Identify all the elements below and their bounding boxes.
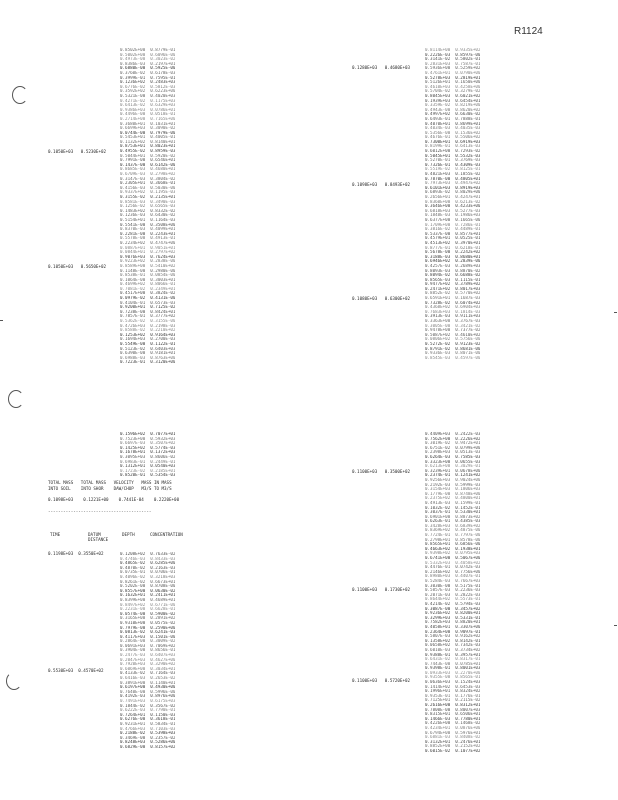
data-row: 0.2188E-02 0.5398E+03	[120, 731, 176, 736]
data-row: 0.2864E-00 0.3009E-02	[120, 639, 176, 644]
data-row: 0.3592E+02 0.6223E+00	[120, 89, 176, 94]
data-row: 0.6946E+02 0.2839E-00	[425, 259, 481, 264]
data-row: 0.6276E-00 0.3618E-01	[120, 717, 176, 722]
data-row: 0.8980E+03 0.4407E-01	[425, 574, 481, 579]
data-block-left-lower	[120, 552, 175, 750]
data-row: 0.8557E+00 0.0630E-02	[120, 588, 176, 593]
data-row: 0.1678E+01 0.1372E+03	[120, 450, 176, 455]
data-row: 0.9355E-00 0.8565E-01	[425, 675, 481, 680]
data-block-right-upper	[425, 48, 480, 360]
data-row: 0.1148E-00 0.2980E-00	[120, 268, 176, 273]
data-row: 0.4663E+02 0.1938E+01	[425, 546, 481, 551]
punch-hole-icon	[8, 390, 24, 408]
data-row: 0.5278E+03 0.2819E+01	[425, 75, 481, 80]
data-row: 0.6751E-02 0.0799E+00	[425, 445, 481, 450]
data-row: 0.8261E-02 0.6673E+01	[120, 579, 176, 584]
data-row: 0.7238E-00 0.8424E+01	[120, 309, 176, 314]
data-row: 0.3891E+00 0.1140E+01	[120, 680, 176, 685]
data-row: 0.4865E-02 0.6285E+00	[120, 561, 176, 566]
data-row: 0.5272E-02 0.9123E-02	[425, 342, 481, 346]
data-row: 0.2714E+00 0.7165E+00	[120, 116, 176, 121]
data-row: 0.8588E-02 0.2210E+02	[120, 328, 176, 333]
data-block-right-lower	[425, 432, 480, 754]
data-row: 0.7683E+03 0.1814E-03	[425, 309, 481, 314]
data-row: 0.4943E-00 0.8620E+02	[425, 107, 481, 112]
data-row: 0.3095E+03 0.8606E-02	[120, 454, 176, 459]
data-row: 0.6264E-03 0.7585E-03	[425, 454, 481, 459]
data-row: 0.0887E+01 0.9051E+01	[120, 245, 176, 250]
time-marker-2: 0.1050E+03 0.5650E+02	[48, 264, 107, 269]
data-row: 0.9231E+01 0.5834E-01	[120, 721, 176, 726]
document-id: R1124	[514, 26, 543, 37]
data-row: 0.1466E-03 0.7780E+01	[425, 716, 481, 721]
data-row: 0.5123E-02 0.6403E+03	[120, 346, 176, 351]
data-row: 0.3646E+00 0.4233E+00	[425, 204, 481, 209]
data-row: 0.4761E+01 0.0790E+00	[425, 70, 481, 75]
data-row: 0.8565E+01 0.6856E-00	[425, 542, 481, 547]
column-header-time: TIME	[50, 532, 61, 537]
data-row: 0.8497E+02 0.6771E-00	[120, 602, 176, 607]
data-row: 0.2071E-03 0.2822E-03	[425, 592, 481, 597]
data-row: 0.1253E+02 0.9164E+03	[120, 332, 176, 337]
data-row: 0.6697E-03 0.3507E+02	[120, 441, 176, 446]
data-row: 0.3363E+00 0.3767E-03	[425, 319, 481, 324]
data-row: 0.6818E+03 0.5277E-03	[425, 208, 481, 213]
data-row: 0.3239E+01 0.0678E+00	[425, 468, 481, 473]
data-row: 0.8791E-02 0.8681E-00	[425, 346, 481, 351]
data-row: 0.4517E+00 0.3824E-02	[120, 291, 176, 296]
data-row: 0.4058E+01 0.3307E+00	[425, 624, 481, 629]
data-row: 0.2146E+02 0.7756E+00	[425, 569, 481, 574]
data-row: 0.3999E-01 0.7595E-01	[120, 75, 176, 80]
data-row: 0.2798E+01 0.8578E-00	[425, 537, 481, 542]
data-row: 0.1596E+02 0.7077E+01	[120, 432, 176, 436]
data-row: 0.0735E-01 0.0706E-01	[120, 570, 176, 575]
data-row: 0.3760E-02 0.6178E-03	[120, 70, 176, 75]
data-row: 0.6413E-02 0.6329E+03	[120, 103, 176, 108]
data-row: 0.4913E-03 0.1599E-01	[425, 500, 481, 505]
data-row: 0.6893E-02 0.8029E+00	[425, 190, 481, 195]
data-row: 0.7800E-00 0.8007E+03	[425, 707, 481, 712]
data-row: 0.4234E+01 0.0876E+00	[425, 726, 481, 730]
data-row: 0.1425E+02 0.5774E-03	[120, 445, 176, 450]
data-row: 0.6069E+00 0.3034E+01	[120, 666, 176, 671]
data-row: 0.2477E-03 0.6407E+03	[120, 653, 176, 658]
data-row: 0.7979E-00 0.2590E+00	[120, 625, 176, 630]
data-row: 0.2656E+01 0.4247E+01	[425, 195, 481, 199]
data-row: 0.4821E+03 0.1855E-02	[425, 172, 481, 177]
data-row: 0.7870E-00 0.4805E+01	[425, 176, 481, 181]
data-row: 0.8114E+00 0.9335E+02	[425, 48, 481, 52]
data-row: 0.2281E-00 0.2243E+01	[120, 231, 176, 236]
data-row: 0.6377E+00 0.1665E-00	[425, 217, 481, 222]
data-row: 0.9478E+00 0.7377E-02	[425, 328, 481, 333]
data-row: 0.4070E+01 0.8699E+01	[425, 121, 481, 126]
data-row: 0.3359E-02 0.8219E+00	[425, 103, 481, 108]
data-row: 0.4997E+02 0.6630E-02	[425, 112, 481, 117]
data-row: 0.1414E+02 0.6453E-03	[425, 684, 481, 689]
time-marker-1: 0.1050E+03 0.5230E+02	[48, 149, 107, 154]
data-row: 0.8685E-03 0.4680E+01	[120, 167, 176, 172]
data-row: 0.4579E+01 0.0525E-01	[425, 236, 481, 241]
data-row: 0.0636E+03 0.1524E+03	[425, 680, 481, 685]
data-row: 0.8581E-03 0.3490E-03	[120, 199, 176, 204]
punch-hole-icon	[6, 672, 22, 690]
time-marker-5: 0.1080E+03 0.6300E+02	[352, 296, 411, 301]
data-row: 0.6829E-00 0.8157E+02	[120, 744, 176, 749]
data-row: 0.6416E-03 0.2653E-02	[120, 676, 176, 681]
data-row: 0.1236E-03 0.6430E-02	[120, 213, 176, 218]
data-row: 0.1358E+02 0.8142E-01	[425, 638, 481, 643]
data-row: 0.7640E-00 0.5996E-00	[120, 689, 176, 694]
data-row: 0.4766E+03 0.7103E-03	[120, 726, 176, 731]
data-row: 0.0691E+03 0.7069E+02	[120, 643, 176, 648]
data-row: 0.0979E-02 0.4131E-00	[120, 296, 176, 301]
data-row: 0.4513E+02 0.3970E+01	[425, 240, 481, 245]
data-row: 0.3005E-00 0.3421E-02	[425, 323, 481, 328]
data-row: 0.7328E-02 0.6074E+02	[425, 300, 481, 305]
scan-mark	[614, 625, 617, 626]
data-row: 0.4476E-01 0.0742E-03	[425, 565, 481, 570]
data-row: 0.8852E-02 0.5770E+02	[425, 291, 481, 296]
data-row: 0.6222E-03 0.7790E-01	[120, 708, 176, 713]
data-row: 0.8093E-03 0.8870E-02	[425, 268, 481, 273]
data-row: 0.1483E+02 0.8332E-02	[120, 208, 176, 213]
data-row: 0.5356E-00 0.1536E+02	[425, 130, 481, 135]
data-row: 0.6591E+01 0.1687E-03	[425, 296, 481, 301]
data-row: 0.3165E+00 0.2891E+02	[120, 616, 176, 621]
data-row: 0.0813E-02 0.6241E-03	[120, 630, 176, 635]
data-row: 0.1939E+03 0.6454E+01	[425, 98, 481, 103]
data-row: 0.6213E+00 0.3029E-01	[425, 464, 481, 469]
data-row: 0.6776E-02 0.5812E-03	[120, 84, 176, 89]
data-row: 0.7991E-00 0.6546E+01	[120, 158, 176, 163]
data-row: 0.1632E+01 0.2411E+01	[120, 593, 176, 598]
scan-mark	[0, 320, 3, 321]
data-row: 0.5578E-00 0.4913E-01	[120, 236, 176, 241]
data-block-left-upper	[120, 48, 175, 365]
time-marker-8: 0.1100E+03 0.3500E+02	[352, 469, 411, 474]
data-row: 0.6901E+00 0.8873E+02	[425, 514, 481, 519]
time-marker-7: 0.5530E+03 0.4570E+02	[48, 668, 104, 673]
data-row: 0.4226E+00 0.1468E-02	[425, 721, 481, 726]
data-row: 0.3030E-00 0.5175E-01	[425, 583, 481, 588]
data-row: 0.6197E+00 0.4930E+00	[120, 685, 176, 690]
data-row: 0.7857E-01 0.3777E+02	[120, 314, 176, 319]
data-row: 0.4104E-01 0.6573E-03	[120, 300, 176, 305]
data-row: 0.8538E-01 0.0854E-00	[120, 273, 176, 278]
data-row: 0.5045E+01 0.5532E-03	[425, 153, 481, 158]
data-row: 0.3037E-01 0.5330E+01	[425, 510, 481, 515]
data-row: 0.5857E-03 0.2236E-03	[425, 588, 481, 593]
data-row: 0.7223E-01 0.3120E+00	[120, 360, 176, 365]
data-row: 0.8399E+00 0.4689E+01	[120, 597, 176, 602]
data-row: 0.6983E-01 0.2449E-01	[120, 459, 176, 464]
data-row: 0.4699E+02 0.8066E-01	[120, 282, 176, 287]
data-row: 0.3904E-00 0.8656E-01	[120, 648, 176, 653]
data-row: 0.7523E+00 0.5932E+03	[120, 436, 176, 441]
data-row: 0.2305E+01 0.3668E-01	[120, 181, 176, 186]
data-row: 0.3913E-03 0.9111E+03	[425, 314, 481, 319]
data-row: 0.7264E+01 0.1150E-03	[120, 712, 176, 717]
data-row: 0.0658E+02 0.7342E-03	[425, 643, 481, 648]
data-row: 0.9200E+01 0.7125E-02	[120, 305, 176, 310]
data-row: 0.3469E-00 0.2357E-02	[120, 735, 176, 740]
data-row: 0.9223E+02 0.2838E-00	[120, 259, 176, 264]
data-row: 0.3132E+01 0.2476E+01	[425, 739, 481, 744]
data-row: 0.5321E-00 0.4020E+03	[120, 93, 176, 98]
data-row: 0.6709E-03 0.2798E+02	[120, 172, 176, 177]
data-row: 0.5284E-03 0.7667E+03	[425, 579, 481, 583]
data-row: 0.1032E-02 0.1452E-01	[425, 505, 481, 510]
time-marker-4: 0.1098E+03 0.8493E+02	[352, 182, 411, 187]
data-row: 0.6015E-02 0.1077E+02	[425, 748, 481, 753]
data-row: 0.8753E+01 0.8023E+01	[120, 144, 176, 149]
data-row: 0.0844E+01 0.2797E+02	[120, 250, 176, 255]
data-row: 0.4496E-00 0.0518E-01	[120, 112, 176, 117]
data-row: 0.1779E-00 0.8748E+00	[425, 491, 481, 496]
data-row: 0.2471E+02 0.8017E+03	[425, 286, 481, 291]
time-marker-9: 0.1100E+03 0.1730E+02	[352, 587, 411, 592]
data-row: 0.2047E+03 0.4627E+00	[120, 657, 176, 662]
data-row: 0.5549E-00 0.1122E-01	[120, 342, 176, 346]
data-block-left-lower-top	[120, 432, 175, 478]
data-row: 0.2375E+02 0.4800E+01	[425, 496, 481, 501]
data-row: 0.8644E+02 0.5573E-01	[425, 597, 481, 602]
data-row: 0.8777E-01 0.6218E-01	[425, 245, 481, 250]
data-row: 0.9236E+02 0.8200E+01	[425, 611, 481, 616]
data-row: 0.7562E+00 0.2226E+02	[425, 436, 481, 441]
data-row: 0.7920E+03 0.3290E+02	[120, 662, 176, 667]
data-row: 0.6263E-01 0.4385E-03	[425, 519, 481, 524]
data-row: 0.9398E+02 0.0795E+03	[425, 551, 481, 556]
data-row: 0.6390E-00 0.9181E+01	[120, 351, 176, 356]
data-row: 0.7300E+01 0.6919E+03	[425, 139, 481, 144]
data-row: 0.4133E-02 0.7164E-03	[120, 671, 176, 676]
data-row: 0.7443E-00 0.0785E+01	[425, 661, 481, 666]
data-row: 0.5002E+00 0.6096E-00	[120, 52, 176, 57]
data-row: 0.7125E+01 0.2115E-02	[425, 698, 481, 703]
data-row: 0.4214E-02 0.5794E-03	[425, 601, 481, 606]
data-row: 0.1723E-02 0.2185E+01	[120, 468, 176, 473]
data-row: 0.1312E+01 0.0540E+03	[120, 464, 176, 469]
punch-hole-icon	[12, 86, 28, 104]
column-header-concentration: CONCENTRATION	[150, 532, 183, 537]
data-row: 0.5337E-00 0.8577E+01	[425, 231, 481, 236]
data-row: 0.4610E+03 0.4258E+00	[425, 84, 481, 89]
data-row: 0.4973E-00 0.3023E-02	[120, 57, 176, 62]
data-row: 0.5044E+01 0.5920E-02	[120, 153, 176, 158]
data-row: 0.6988E-03 0.8763E+00	[120, 355, 176, 360]
data-row: 0.3141E-02 0.5802E-01	[425, 57, 481, 62]
data-row: 0.6493E-01 0.7888E-01	[425, 116, 481, 121]
data-row: 0.3087E-00 0.3457E+02	[425, 606, 481, 611]
time-marker-3: 0.1280E+03 0.4680E+03	[352, 65, 411, 70]
data-row: 0.7582E+03 0.8820E+01	[425, 620, 481, 625]
data-row: 0.9076E+03 0.7624E+03	[120, 254, 176, 259]
data-row: 0.1694E+03 0.2700E-03	[120, 337, 176, 342]
column-header-datum-sub: DISTANCE	[88, 537, 109, 542]
data-row: 0.9337E+02 0.1195E-03	[120, 190, 176, 195]
data-row: 0.7491E+03 0.6175E+03	[120, 699, 176, 703]
data-row: 0.7081E-02 0.2349E+01	[120, 286, 176, 291]
data-row: 0.8199E-01 0.6413E-03	[425, 144, 481, 149]
data-row: 0.0806E+02 0.5756E-00	[425, 337, 481, 342]
data-row: 0.5519E-02 0.8125E-01	[425, 167, 481, 172]
data-row: 0.9477E+02 0.3789E+02	[425, 282, 481, 287]
data-row: 0.3323E+00 0.0655E-03	[425, 459, 481, 464]
summary-header: TOTAL MASS TOTAL MASS VELOCITY MASS IN MASS	[48, 480, 172, 485]
data-row: 0.4156E-03 0.5030E-00	[120, 185, 176, 190]
data-row: 0.6010E-03 0.3734E+02	[425, 647, 481, 652]
data-row: 0.1132E+02 0.8140E+01	[120, 139, 176, 144]
data-row: 0.3428E+03 0.6839E+02	[425, 523, 481, 528]
data-row: 0.4870E-02 0.2163E-03	[120, 565, 176, 570]
data-row: 0.4955E-02 0.8959E-03	[120, 149, 176, 154]
data-row: 0.6881E-03 0.8408E-02	[425, 735, 481, 740]
data-row: 0.4117E+03 0.1501E-00	[120, 634, 176, 639]
data-row: 0.8502E+00 0.8779E-01	[120, 48, 176, 52]
data-row: 0.2374E-01 0.1241E+02	[425, 473, 481, 478]
data-row: 0.8589E+00 0.5410E+02	[120, 263, 176, 268]
data-row: 0.8315E+01 0.6506E+01	[425, 712, 481, 717]
data-row: 0.8852E+00 0.2152E+02	[425, 744, 481, 749]
data-row: 0.9353E-01 0.1776E-01	[425, 693, 481, 698]
data-row: 0.5087E+02 0.4610E+02	[425, 332, 481, 337]
data-row: 0.1709E+00 0.7286E-01	[425, 222, 481, 227]
data-row: 0.4096E-02 0.3218E+03	[120, 574, 176, 579]
data-row: 0.1236E+02 0.2483E+03	[120, 80, 176, 85]
data-row: 0.5936E+00 0.5259E+02	[425, 66, 481, 71]
data-row: 0.4676E-01 0.5506E+02	[425, 135, 481, 140]
data-row: 0.9388E-01 0.3957E+01	[425, 652, 481, 657]
column-header-datum: DATUM	[88, 532, 101, 537]
data-row: 0.6880E-00 0.5925E-00	[120, 66, 176, 71]
data-row: 0.3188E-03 0.8680E+01	[425, 254, 481, 259]
data-row: 0.5202E-00 0.8708E-00	[120, 584, 176, 589]
data-row: 0.6012E+00 0.7293E-02	[425, 149, 481, 154]
data-row: 0.2398E+03 0.0513E-03	[425, 450, 481, 455]
data-row: 0.3680E+01 0.1031E+01	[120, 121, 176, 126]
data-row: 0.6101E+03 0.8919E+03	[425, 185, 481, 190]
data-row: 0.4271E-02 0.1175E+03	[120, 98, 176, 103]
data-row: 0.3299E+03 0.5331E-01	[425, 615, 481, 620]
data-row: 0.2616E+00 0.8312E+01	[425, 703, 481, 708]
data-row: 0.3155E-02 0.2135E+01	[120, 195, 176, 199]
data-row: 0.0933E+03 0.2270E+00	[425, 670, 481, 675]
data-row: 0.8045E+03 0.6021E+02	[425, 93, 481, 98]
time-marker-10: 0.1100E+03 0.5720E+02	[352, 678, 411, 683]
data-row: 0.9336E-03 0.8071E-00	[425, 351, 481, 356]
data-row: 0.0744E-00 0.7979E-00	[120, 130, 176, 135]
data-row: 0.4192E-03 0.8976E+00	[120, 694, 176, 699]
data-row: 0.3147E-03 0.3804E-02	[120, 176, 176, 181]
data-row: 0.5362E-02 0.3155E-00	[120, 319, 176, 324]
data-row: 0.9386E+03 0.0786E+01	[120, 107, 176, 112]
data-row: 0.3816E-02 0.4489E-01	[425, 227, 481, 232]
data-row: 0.8360E+00 0.6213E-02	[425, 199, 481, 204]
data-row: 0.4409E+03 0.2422E-03	[425, 432, 481, 436]
data-row: 0.8386E-03 0.2197E+01	[120, 61, 176, 66]
data-row: 0.6699E+03 0.3090E-02	[120, 126, 176, 131]
data-row: 0.8248E+03 0.5286E+00	[120, 740, 176, 745]
data-row: 0.0574E-00 0.5900E-02	[120, 611, 176, 616]
data-row: 0.1437E-00 0.6142E-00	[120, 162, 176, 167]
data-row: 0.1996E+01 0.8324E+02	[425, 689, 481, 694]
data-row: 0.1064E-00 0.3003E+01	[120, 277, 176, 282]
data-row: 0.2831E+03 0.7587E-01	[425, 61, 481, 66]
data-row: 0.5678E-00 0.2242E+02	[425, 250, 481, 255]
data-row: 0.8545E-03 0.4597E-00	[425, 355, 481, 360]
data-row: 0.6431E-02 0.8317E-01	[425, 657, 481, 662]
data-row: 0.2234E+02 0.4747E+00	[120, 240, 176, 245]
data-row: 0.3154E+03 0.1806E+03	[425, 487, 481, 492]
data-row: 0.8370E-03 0.4099E+01	[120, 227, 176, 232]
data-row: 0.8094E-02 0.6688E-02	[425, 273, 481, 278]
data-row: 0.5126E+01 0.1650E+00	[425, 80, 481, 85]
data-row: 0.1208E+02 0.7633E-02	[120, 552, 176, 556]
data-row: 0.5704E-02 0.3279E-02	[425, 89, 481, 94]
data-row: 0.1844E-02 0.3567E-02	[120, 703, 176, 708]
data-row: 0.4726E+03 0.2198E-03	[120, 323, 176, 328]
data-row: 0.5541E-00 0.3508E+00	[120, 222, 176, 227]
data-row: 0.7724E-01 0.7797E-00	[425, 533, 481, 538]
data-row: 0.4257E-03 0.2689E+03	[425, 263, 481, 268]
data-row: 0.3019E-02 0.9472E+01	[425, 441, 481, 446]
column-header-depth: DEPTH	[122, 532, 135, 537]
data-row: 0.4746E-03 0.8433E-03	[120, 556, 176, 561]
data-row: 0.7973E+03 0.4947E+02	[425, 181, 481, 186]
data-row: 0.5332E+03 0.4058E+02	[425, 560, 481, 565]
data-row: 0.5270E-01 0.3769E-03	[425, 158, 481, 163]
data-row: 0.8565E-03 0.1115E-01	[425, 277, 481, 282]
data-row: 0.8369E+02 0.4875E-00	[425, 528, 481, 533]
data-row: 0.5807E-03 0.9162E+02	[425, 634, 481, 639]
data-row: 0.8520E-01 0.5354E-03	[120, 473, 176, 478]
data-row: 0.9310E+00 0.0575E-02	[120, 620, 176, 625]
data-row: 0.2192E-03 0.5999E-03	[425, 482, 481, 487]
data-row: 0.9256E+03 0.9024E+00	[425, 477, 481, 482]
data-row: 0.5154E+01 0.1164E-03	[120, 217, 176, 222]
data-row: 0.5453E+01 0.4005E-01	[120, 135, 176, 140]
data-row: 0.9398E-01 0.8001E+03	[425, 666, 481, 671]
data-row: 0.1848E-03 0.1986E+03	[425, 213, 481, 218]
data-row: 0.1256E-02 0.6565E-03	[120, 204, 176, 209]
data-row: 0.7326E-01 0.4309E-03	[425, 162, 481, 167]
data-row: 0.2226E-03 0.8597E-00	[425, 52, 481, 57]
data-row: 0.4034E-03 0.4035E-03	[425, 126, 481, 131]
scan-mark	[614, 312, 617, 313]
data-row: 0.2364E+00 0.9097E-01	[425, 629, 481, 634]
separator: -----------------------------------------	[48, 509, 152, 514]
data-row: 0.6794E+00 0.5976E+01	[425, 730, 481, 735]
time-marker-6: 0.1198E+03 0.3550E+02	[48, 551, 104, 556]
data-row: 0.2231E-00 0.6628E-01	[120, 607, 176, 612]
data-row: 0.4368E+02 0.6904E+03	[425, 305, 481, 310]
summary-header-units: INTO SOIL INTO SHOR DAW/CHOP M3/S TO M3/S	[48, 486, 172, 491]
data-row: 0.6741E+00 0.5067E+00	[425, 556, 481, 561]
summary-values: 0.1098E+03 0.1221E+00 0.7441E-04 0.2220E+00	[48, 497, 180, 502]
